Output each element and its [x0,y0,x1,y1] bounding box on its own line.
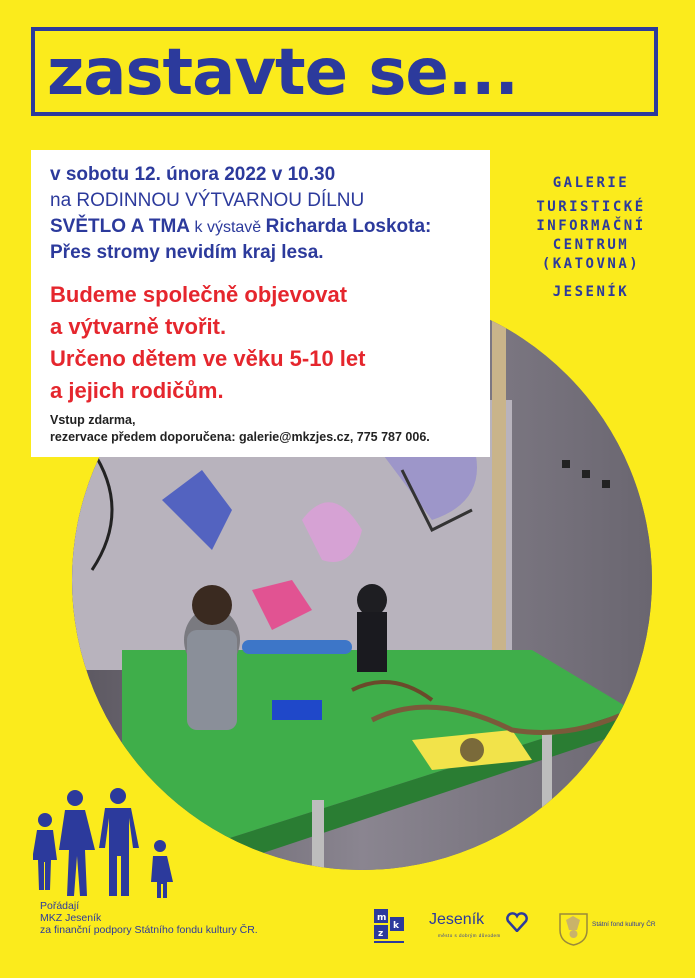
funding-note: za finanční podpory Státního fondu kultury ČR. [40,924,258,936]
venue-line-1: GALERIE [552,175,630,191]
family-icon [33,788,183,898]
svg-text:k: k [393,921,399,931]
red-line-2: a výtvarně tvořit. [50,314,227,339]
venue-line-2: TURISTICKÉ [536,199,646,215]
venue-line-5: (KATOVNA) [541,256,641,272]
svg-text:z: z [378,929,384,939]
jesenik-logo-text: Jeseník [429,911,485,928]
entry-free: Vstup zdarma, [50,413,136,427]
red-line-4: a jejich rodičům. [50,378,224,403]
venue-line-6: JESENÍK [552,284,630,300]
organizer-name: MKZ Jeseník [40,912,102,924]
event-info-box [31,150,490,457]
organizer-label: Pořádají [40,900,80,912]
jesenik-slogan: město s dobrým důvodem [438,933,501,938]
event-date: v sobotu 12. února 2022 v 10.30 [50,164,336,185]
poster-title: zastavte se... [47,36,518,110]
red-line-1: Budeme společně objevovat [50,282,348,307]
heart-icon [506,912,528,932]
title-box [31,27,658,116]
svg-text:m: m [377,913,387,923]
event-exhibition: SVĚTLO A TMA k výstavě Richarda Loskota: [50,216,432,237]
event-workshop: na RODINNOU VÝTVARNOU DÍLNU [50,190,365,211]
exhibition-name: Přes stromy nevidím kraj lesa. [50,242,324,263]
venue-line-3: INFORMAČNÍ [536,218,646,234]
mkz-logo [374,909,406,945]
venue-line-4: CENTRUM [552,237,630,253]
reservation-contact: rezervace předem doporučena: galerie@mkzjes.cz, 775 787 006. [50,430,430,444]
organizer-credits [40,900,258,936]
state-emblem-icon [556,910,591,946]
red-line-3: Určeno dětem ve věku 5-10 let [50,346,366,371]
sfk-logo-text: Státní fond kultury ČR [592,921,656,928]
